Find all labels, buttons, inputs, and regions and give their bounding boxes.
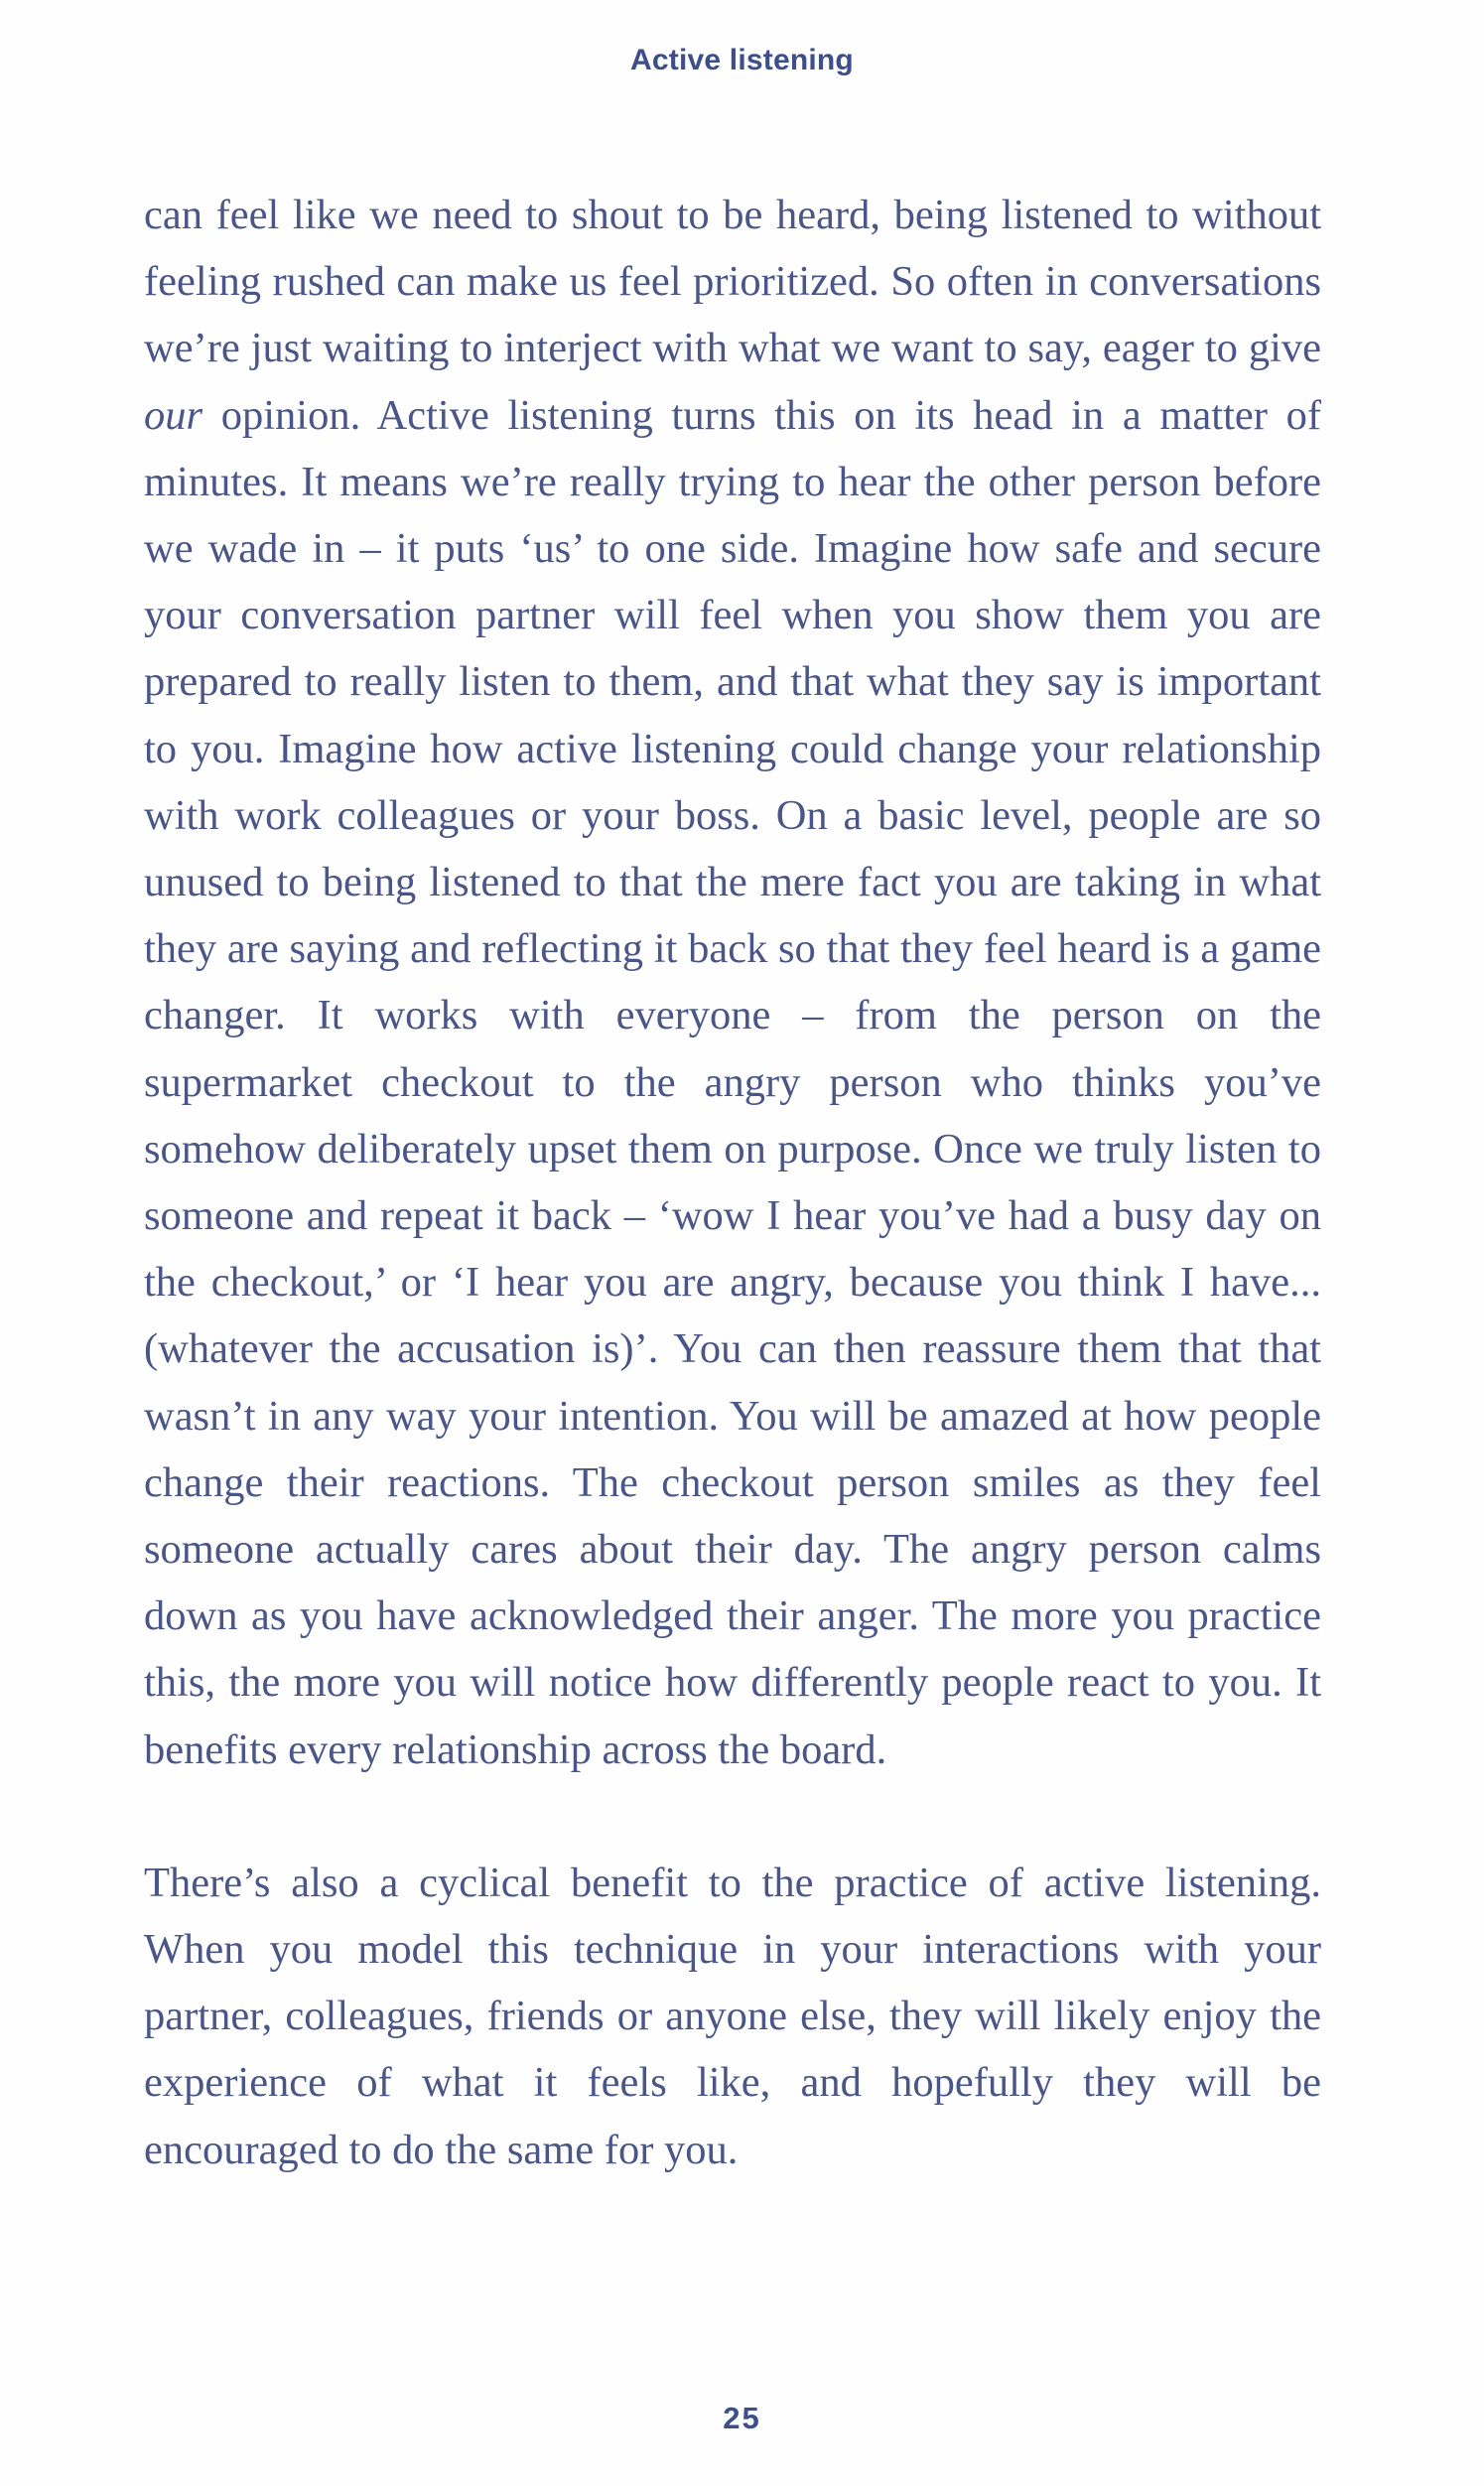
running-header-title: Active listening	[630, 44, 854, 76]
paragraph-1-text-b: opinion. Active listening turns this on its head in a matter of minutes. It means we’re really trying to hear the other person before we wade in – it puts ‘us’ to one side. Imagine how safe and secure your conversation partner will feel when you show them you are prepared to really listen to them, and that what they say is important to you. Imagine how active listening could change your relationship with work colleagues or your boss. On a basic level, people are so unused to being listened to that the mere fact you are taking in what they are saying and reflecting it back so that they feel heard is a game changer. It works with everyone – from the person on the supermarket checkout to the angry person who thinks you’ve somehow deliberately upset them on purpose. Once we truly listen to someone and repeat it back – ‘wow I hear you’ve had a busy day on the checkout,’ or ‘I hear you are angry, because you think I have... (whatever the accusation is)’. You can then reassure them that that wasn’t in any way your intention. You will be amazed at how people change their reactions. The checkout person smiles as they feel someone actually cares about their day. The angry person calms down as you have acknowledged their anger. The more you practice this, the more you will notice how differently people react to you. It benefits every relationship across the board.	[144, 391, 1321, 1773]
paragraph-1-text-a: can feel like we need to shout to be heard, being listened to without feeling rushed can make us feel prioritized. So often in conversations we’re just waiting to interject with what we want to say, eager to give	[144, 192, 1321, 372]
body-paragraph-1	[144, 182, 1321, 1783]
page-body	[144, 182, 1321, 2183]
body-paragraph-2: There’s also a cyclical benefit to the practice of active listening. When you model this technique in your interactions with your partner, colleagues, friends or anyone else, they will likely enjoy the experience of what it feels like, and hopefully they will be encouraged to do the same for you.	[144, 1859, 1321, 2173]
paragraph-1-emphasis: our	[144, 391, 203, 439]
page-number: 25	[723, 2401, 761, 2435]
